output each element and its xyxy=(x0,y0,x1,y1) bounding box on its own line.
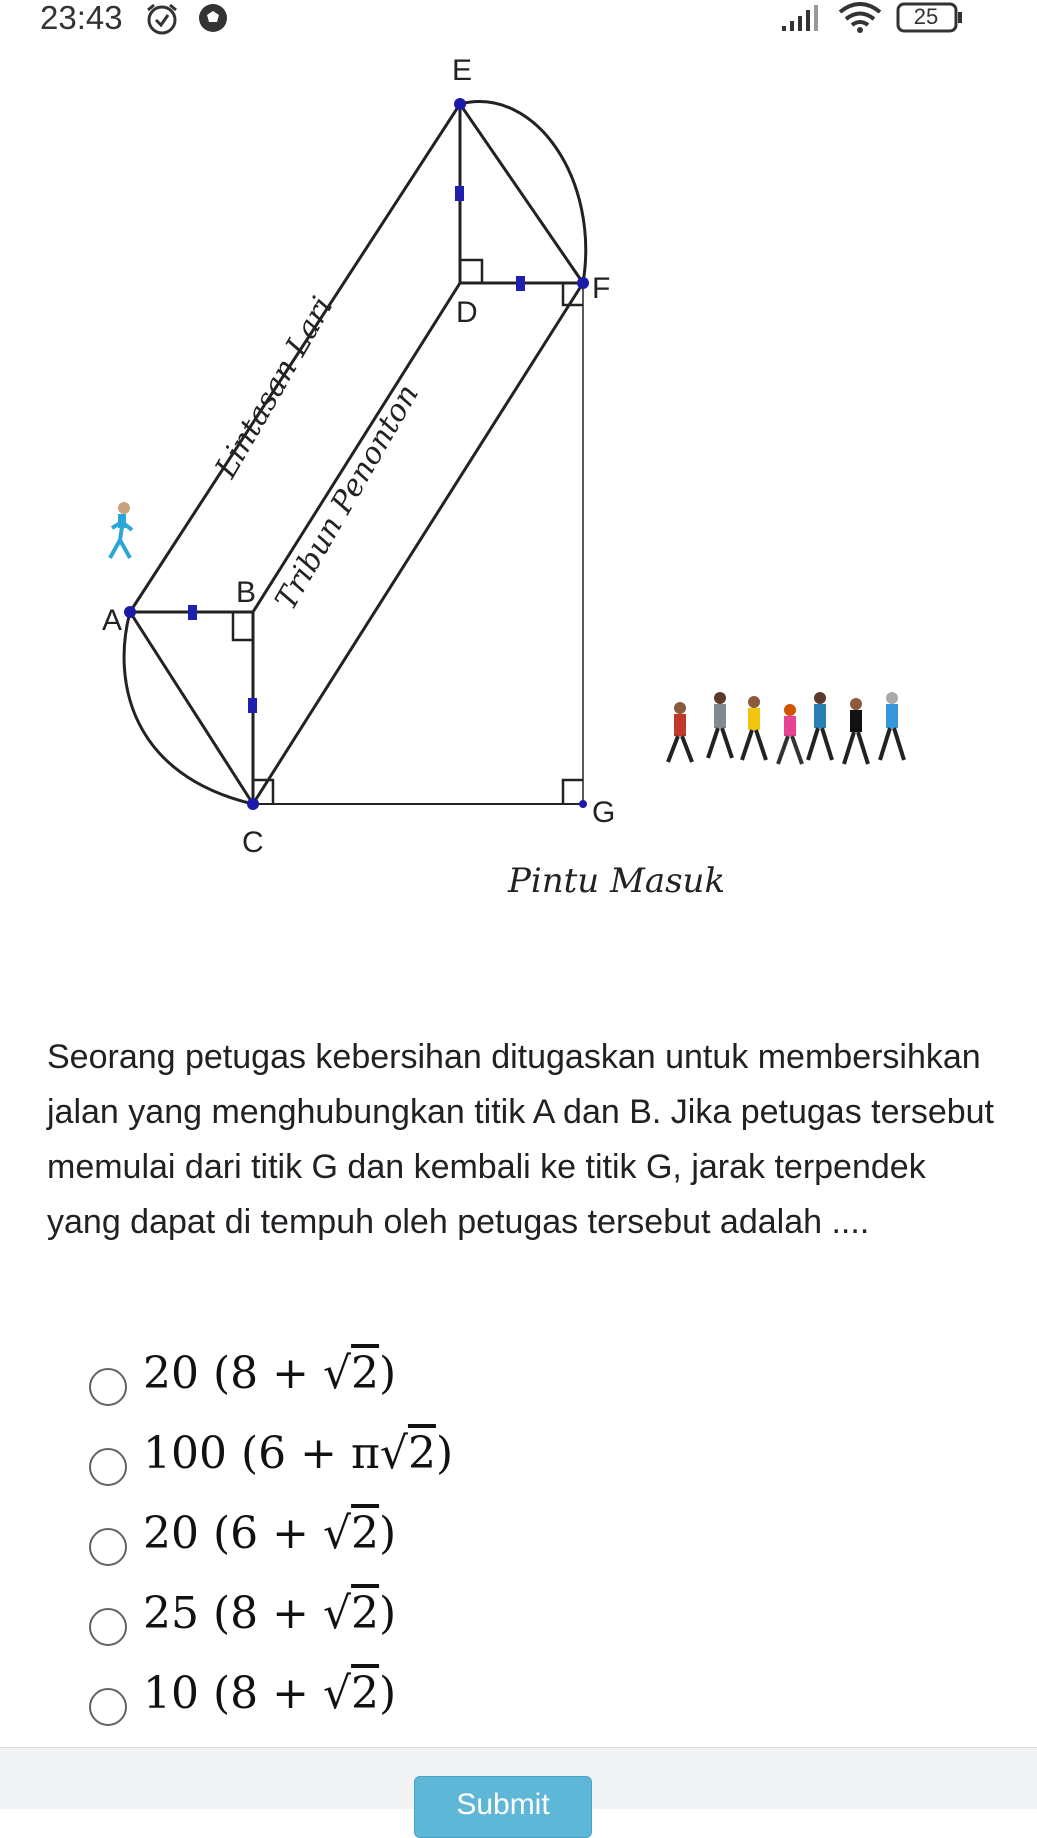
radio-button[interactable] xyxy=(89,1608,127,1646)
status-time: 23:43 xyxy=(40,0,123,36)
point-a xyxy=(124,606,136,618)
arc-e-f xyxy=(460,102,586,283)
radio-button[interactable] xyxy=(89,1528,127,1566)
tick-d-f xyxy=(516,276,525,291)
label-c: C xyxy=(242,826,264,859)
right-angle-b xyxy=(233,612,253,640)
tick-a-b xyxy=(188,605,197,620)
submit-button[interactable]: Submit xyxy=(414,1776,592,1838)
option-label: 20 (8 + √2) xyxy=(143,1348,397,1399)
right-angle-g xyxy=(563,780,583,804)
signal-icon xyxy=(780,4,824,32)
label-track: Lintasan Lari xyxy=(208,290,341,484)
runners-group-image xyxy=(668,692,904,764)
label-b: B xyxy=(236,576,257,609)
wifi-icon xyxy=(838,2,882,34)
option-1[interactable] xyxy=(87,1340,687,1400)
battery-icon xyxy=(896,2,966,34)
option-label: 100 (6 + π√2) xyxy=(143,1428,454,1479)
label-d: D xyxy=(456,296,478,329)
alarm-icon xyxy=(144,2,180,36)
option-label: 10 (8 + √2) xyxy=(143,1668,397,1719)
line-e-f xyxy=(460,104,583,283)
label-g: G xyxy=(592,796,616,829)
label-e: E xyxy=(452,54,473,87)
battery-level: 25 xyxy=(913,4,939,29)
right-angle-d xyxy=(460,260,482,283)
option-2[interactable] xyxy=(87,1420,687,1480)
point-e xyxy=(454,98,466,110)
option-label: 25 (8 + √2) xyxy=(143,1588,397,1639)
point-g xyxy=(579,800,587,808)
radio-button[interactable] xyxy=(89,1368,127,1406)
point-f xyxy=(577,277,589,289)
soccer-ball-icon xyxy=(196,1,230,35)
radio-button[interactable] xyxy=(89,1448,127,1486)
status-bar xyxy=(0,0,1037,36)
label-stands: Tribun Penonton xyxy=(268,378,426,616)
option-4[interactable] xyxy=(87,1580,687,1640)
question-text: Seorang petugas kebersihan ditugaskan untuk membersihkan jalan yang menghubungkan titik A dan B. Jika petugas tersebut memulai dari titik G dan kembali ke titik G, jarak terpendek yang dapat di tempuh oleh petugas tersebut adalah .... xyxy=(47,1038,994,1241)
radio-button[interactable] xyxy=(89,1688,127,1726)
option-3[interactable] xyxy=(87,1500,687,1560)
label-f: F xyxy=(592,272,611,305)
question-figure xyxy=(0,40,1037,1010)
tick-e-d xyxy=(455,186,464,201)
option-5[interactable] xyxy=(87,1660,687,1720)
runner-icon xyxy=(110,502,132,558)
option-label: 20 (6 + √2) xyxy=(143,1508,397,1559)
diagram xyxy=(0,40,1037,1010)
label-a: A xyxy=(102,604,123,637)
point-c xyxy=(247,798,259,810)
label-entrance: Pintu Masuk xyxy=(508,861,726,901)
tick-b-c xyxy=(248,698,257,713)
